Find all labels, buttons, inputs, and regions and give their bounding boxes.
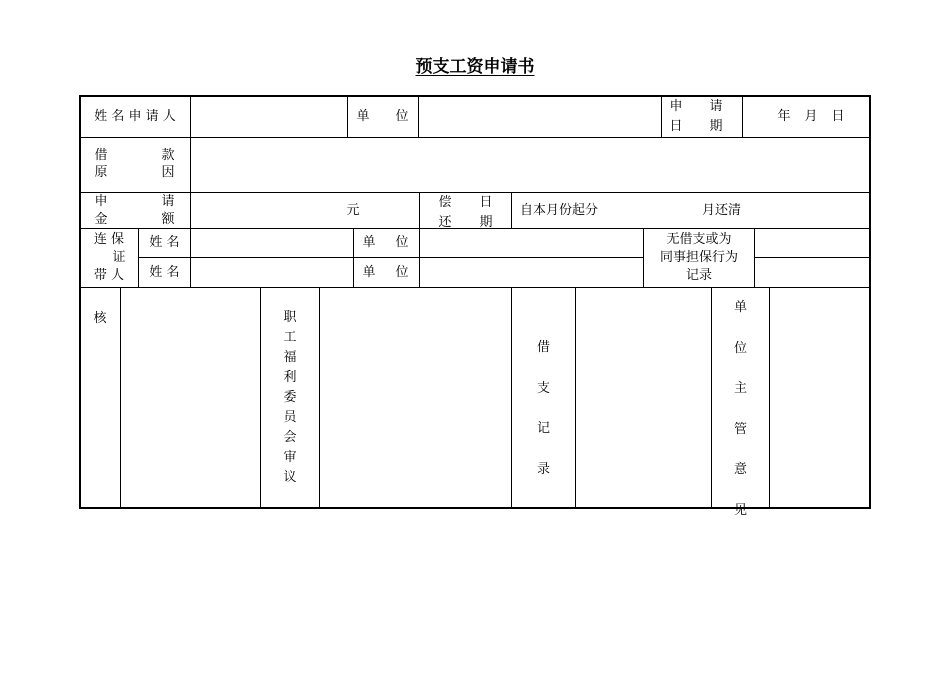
guarantor-label: 连 保 证 带 人 [93, 232, 126, 283]
amount-label: 申 请 金 额 [94, 194, 175, 227]
apply-date-label: 申 请 日 期 [669, 99, 723, 134]
currency-unit: 元 [346, 202, 360, 218]
guarantor-2-unit-field[interactable] [420, 258, 643, 287]
unit-label: 单 位 [356, 108, 409, 124]
document-title: 预支工资申请书 [415, 57, 535, 77]
committee-review-label: 职 工 福 利 委 员 会 审 议 [283, 310, 297, 485]
applicant-name-label: 姓 名 申 请 人 [94, 108, 176, 124]
supervisor-opinion-label: 单 位 主 管 意 见 [733, 300, 747, 518]
guarantor-1-record-field[interactable] [755, 229, 870, 257]
repay-start-text: 自本月份起分 [520, 202, 599, 218]
repay-date-label: 偿 日 还 期 [438, 195, 493, 228]
guarantor-1-name-field[interactable] [191, 229, 353, 257]
guarantor-1-name-label: 姓 名 [149, 235, 180, 250]
loan-reason-label: 借 款 原 因 [94, 148, 175, 180]
loan-record-label: 借 支 记 录 [536, 340, 550, 477]
guarantor-2-name-field[interactable] [191, 258, 353, 287]
no-record-note: 无借支或为 同事担保行为 记录 [644, 229, 754, 287]
guarantor-2-name-label: 姓 名 [149, 264, 180, 280]
applicant-name-field[interactable] [191, 96, 347, 137]
unit-field[interactable] [419, 96, 661, 137]
apply-date-field[interactable]: 年 月 日 [777, 108, 845, 124]
guarantor-1-unit-label: 单 位 [362, 235, 409, 250]
repay-plan-field[interactable] [512, 193, 870, 228]
supervisor-opinion-field[interactable] [770, 288, 870, 508]
approval-field[interactable] [121, 288, 260, 508]
committee-review-field[interactable] [320, 288, 511, 508]
guarantor-1-unit-field[interactable] [420, 229, 643, 257]
approval-label: 核 [93, 311, 107, 326]
loan-reason-field[interactable] [191, 138, 870, 192]
amount-field[interactable] [191, 193, 419, 228]
repay-end-text: 月还清 [702, 202, 742, 218]
guarantor-2-record-field[interactable] [755, 258, 870, 287]
loan-record-field[interactable] [576, 288, 711, 508]
guarantor-2-unit-label: 单 位 [362, 264, 409, 280]
